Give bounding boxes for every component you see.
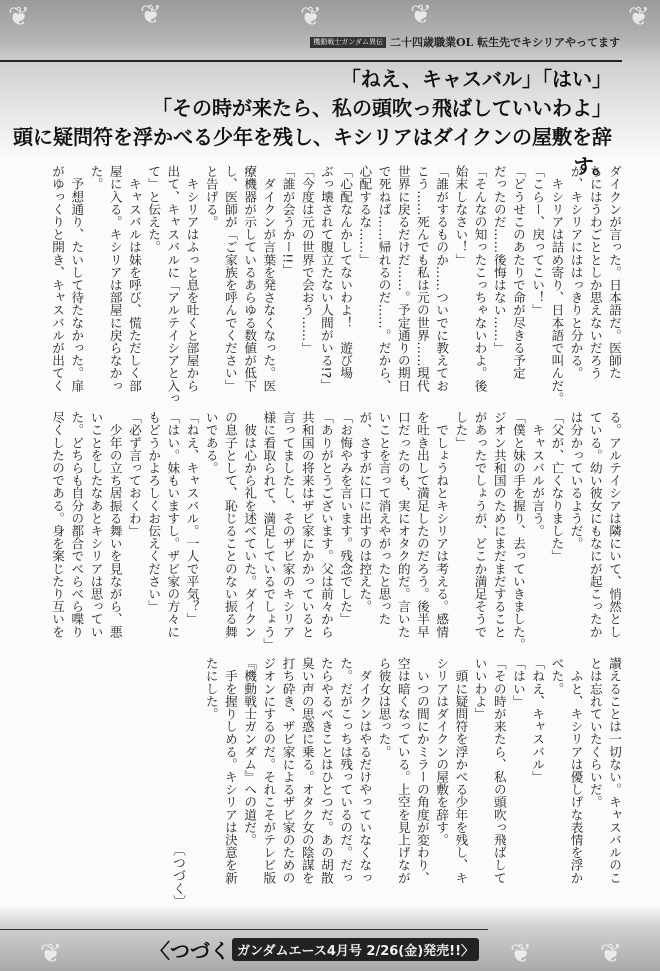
text-column: 臭い声の思惑に乗る。オタク女の陰謀を	[299, 657, 315, 884]
text-column: だったのだ……後悔はない……」	[491, 165, 507, 354]
text-column: 空は暗くなっている。上空を見上げなが	[395, 657, 411, 884]
text-column: 「ありがとうございます。父は前々から	[318, 411, 334, 638]
text-column: 「その時が来たら、私の頭吹っ飛ばして	[491, 657, 507, 884]
text-column: キシリアはふっと息を吐くと部屋から	[184, 165, 200, 392]
footer-announcement	[150, 935, 479, 964]
to-be-continued-mark: 〔つづく〕	[170, 843, 185, 908]
text-column: キシリアは詰め寄り、日本語で叫んだ。	[549, 165, 565, 405]
text-column: 口だったのも、実にオタク的だ。言いた	[395, 411, 411, 638]
text-column: が、さすがに口に出すのは控えた。	[357, 411, 373, 613]
text-column: 少年の立ち居振る舞いを見ながら、悪	[107, 411, 123, 638]
text-column: ら彼女は思った。	[376, 657, 392, 758]
text-column: た。だがこっちは残っているのだ。だっ	[338, 657, 354, 884]
text-column: いつの間にかミラーの角度が変わり、	[414, 657, 430, 884]
text-column: た。	[88, 165, 104, 191]
text-column: ふと、キシリアは優しげな表情を浮か	[568, 657, 584, 884]
text-column: 「心配なんかしてないわよ！ 遊び場	[338, 165, 354, 380]
text-column: たらやるべきことはひとつだ。あの胡散	[318, 657, 334, 884]
body-text-block-2	[48, 411, 624, 653]
text-column: 出て、キャスバルに「アルテイシアと入っ	[165, 165, 181, 405]
text-column: た。どちらも自分の都合でべらべら喋り	[69, 411, 85, 638]
text-column: がゆっくりと開き、キャスバルが出てく	[50, 165, 66, 392]
zeon-emblem-icon: ❦	[140, 0, 162, 30]
zeon-emblem-icon: ❦	[600, 939, 622, 969]
text-column: ぶっ壊されて腹立たない人間がいる!?」	[318, 165, 334, 391]
text-column: 「お悔やみを言います。残念でした」	[338, 411, 354, 626]
footer-issue-info: ガンダムエース4月号 2/26(金)発売!!〉	[232, 938, 479, 961]
text-column: 「必ず言っておくわ」	[126, 411, 142, 537]
text-column: 讃えることは一切ない。キャスバルのこ	[607, 657, 622, 884]
zeon-emblem-icon: ❦	[300, 2, 322, 32]
header-divider	[0, 60, 622, 62]
text-column: て」と伝えた。	[146, 165, 162, 254]
text-column: ダイクンはやるだけやっていなくなっ	[357, 657, 373, 884]
text-column: キャスバルが言う。	[530, 411, 546, 537]
zeon-emblem-icon: ❦	[8, 2, 30, 32]
text-column: 「僕と妹の手を握り、去っていきました。	[510, 411, 526, 651]
text-column: 「どうせこのあたりで命が尽きる予定	[510, 165, 526, 380]
series-label: 機動戦士ガンダム異伝	[310, 37, 386, 47]
zeon-emblem-icon: ❦	[410, 0, 432, 30]
text-column: 「ねえ、キャスバル。一人で平気？」	[184, 411, 200, 626]
text-column: ちにはうわごととしか思えないだろう	[587, 165, 603, 380]
text-column: いことをしたなあとキシリアは思ってい	[88, 411, 104, 638]
text-column: 『機動戦士ガンダム』への道だ。	[242, 657, 258, 846]
text-column: いことを言って消えやがったと思った	[376, 411, 392, 626]
text-column: 「誰がするものか……ついでに教えてお	[434, 165, 450, 392]
text-column: 「はい。妹もいますし。ザビ家の方々に	[165, 411, 181, 638]
text-column: 「はい」	[510, 657, 526, 708]
text-column: こう……死んでも私は元の世界……現代	[414, 165, 430, 392]
headline-line: 「ねえ、キャスバル」「はい」	[340, 67, 612, 91]
footer-continued: 〈つづく	[150, 939, 230, 963]
text-column: 「誰が会うかー!!」	[280, 165, 296, 276]
series-header	[310, 36, 620, 49]
text-column: べた。	[549, 657, 565, 695]
text-column: 彼は心から礼を述べていた。ダイクン	[242, 411, 258, 638]
series-title: 二十四歳職業OL 転生先でキシリアやってます	[389, 36, 620, 49]
text-column: 療機器が示しているあらゆる数値が低下	[242, 165, 258, 392]
text-column: もどうかよろしくお伝えください」	[146, 411, 162, 613]
text-column: 「こらー、戻ってこい！」	[530, 165, 546, 317]
zeon-emblem-icon: ❦	[628, 2, 650, 32]
headline-block	[0, 65, 612, 181]
zeon-emblem-icon: ❦	[40, 939, 62, 969]
text-column: ダイクンが言葉を発さなくなった。医	[261, 165, 277, 392]
text-column: 「そんなの知ったこっちゃないわよ。後	[472, 165, 488, 392]
text-column: があったでしょうが、どこか満足そうで	[472, 411, 488, 638]
text-column: 「ねえ、キャスバル」	[530, 657, 546, 783]
text-column: 「父が、亡くなりました」	[549, 411, 565, 563]
headline-line: 「その時が来たら、私の頭吹っ飛ばしていいわよ」	[152, 96, 612, 120]
text-column: した」	[453, 411, 469, 449]
text-column: 予想通り、たいして待たなかった。扉	[69, 165, 85, 392]
text-column: ている。幼い彼女にもなにが起こったか	[587, 411, 603, 638]
text-column: シリアはダイクンの屋敷を辞す。	[434, 657, 450, 846]
text-column: が、キシリアにははっきりと分かる。	[568, 165, 584, 380]
text-column: 共和国の将来はザビ家にかかっていると	[299, 411, 315, 638]
text-column: 始末しなさい！」	[453, 165, 469, 266]
text-column: キャスバルは妹を呼び、慌ただしく部	[126, 165, 142, 392]
text-column: 屋に入る。キシリアは部屋に戻らなかっ	[107, 165, 123, 392]
text-column: 言ってましたし、そのザビ家のキシリア	[280, 411, 296, 638]
text-column: 打ち砕き、ザビ家によるザビ家のための	[280, 657, 296, 884]
text-column: 世界に戻るだけだ……。予定通りの期日	[395, 165, 411, 392]
text-column: と告げる。	[203, 165, 219, 228]
body-text-block-1	[48, 165, 624, 407]
text-column: 心配するな……」	[357, 165, 373, 266]
text-column: ダイクンが言った。日本語だ。医師た	[607, 165, 622, 380]
text-column: る。アルテイシアは隣にいて、悄然とし	[607, 411, 622, 638]
text-column: を吐き出して満足したのだろう。後半早	[414, 411, 430, 638]
text-column: し、医師が「ご家族を呼んでください」	[222, 165, 238, 392]
text-column: で死ねば……帰れるのだ……。だから、	[376, 165, 392, 392]
text-column: とは忘れていたくらいだ。	[587, 657, 603, 809]
text-column: いである。	[203, 411, 219, 474]
text-column: 尽くしたのである。身を案じたり互いを	[50, 411, 66, 638]
text-column: ジオンにするのだ。それこそがテレビ版	[261, 657, 277, 884]
text-column: でしょうねとキシリアは考える。感情	[434, 411, 450, 638]
text-column: たにした。	[203, 657, 219, 720]
text-column: ジオン共和国のためにまだまだすること	[491, 411, 507, 638]
text-column: の息子として、恥じることのない振る舞	[222, 411, 238, 638]
headline-line: 頭に疑問符を浮かべる少年を残し、キシリアはダイクンの屋敷を辞す。	[13, 125, 612, 178]
text-column: 様に看取られて、満足しているでしょう」	[261, 411, 277, 651]
zeon-emblem-icon: ❦	[510, 939, 532, 969]
footer-divider	[0, 929, 488, 930]
text-column: いいわよ」	[472, 657, 488, 720]
text-column: 「今度は元の世界で会おう……」	[299, 165, 315, 354]
text-column: 手を握りしめる。キシリアは決意を新	[222, 657, 238, 884]
text-column: 頭に疑問符を浮かべる少年を残し、キ	[453, 657, 469, 884]
body-text-block-3	[202, 657, 624, 899]
text-column: は分かっているようだ。	[568, 411, 584, 550]
